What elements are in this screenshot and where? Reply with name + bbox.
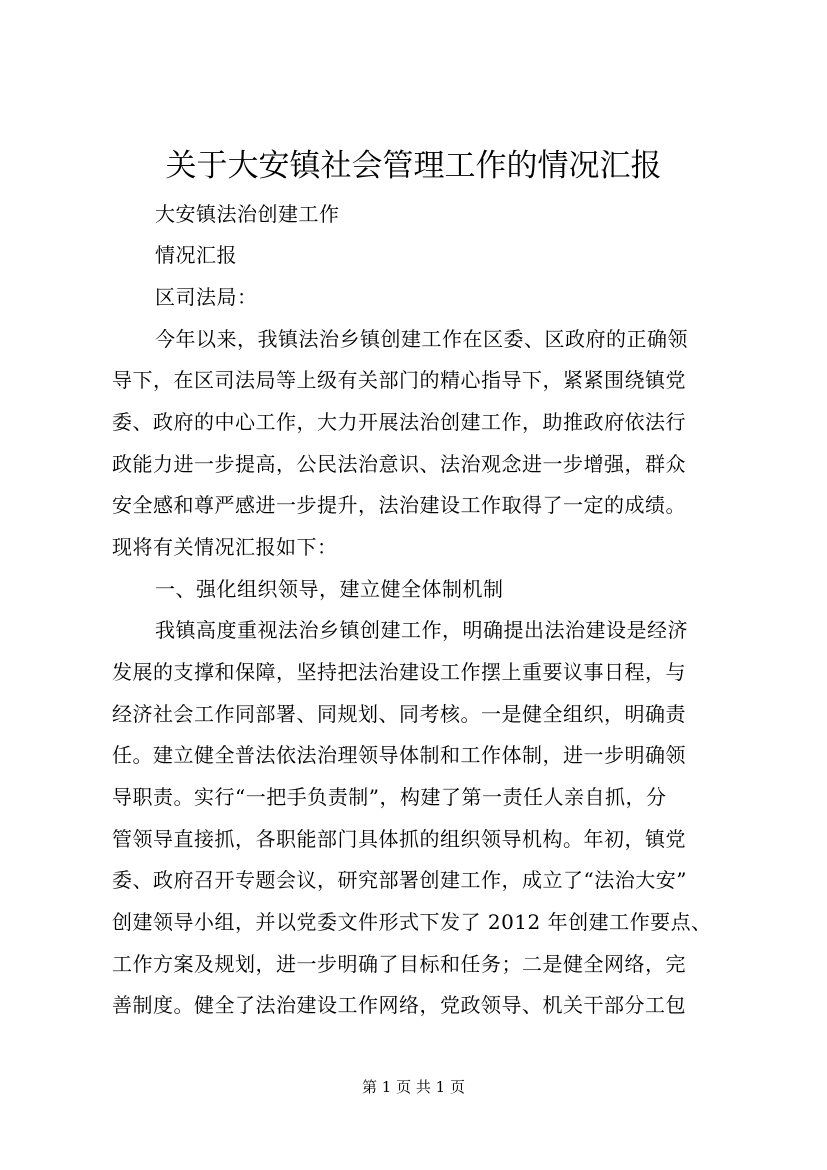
paragraph-line: 政能力进一步提高，公民法治意识、法治观念进一步增强，群众 (112, 452, 686, 476)
paragraph-line: 善制度。健全了法治建设工作网络，党政领导、机关干部分工包 (112, 993, 686, 1017)
paragraph-line: 现将有关情况汇报如下： (112, 535, 338, 559)
paragraph-line: 安全感和尊严感进一步提升，法治建设工作取得了一定的成绩。 (112, 493, 686, 517)
paragraph-line: 委、政府召开专题会议，研究部署创建工作，成立了“法治大安” (112, 868, 687, 892)
paragraph-line: 导下，在区司法局等上级有关部门的精心指导下，紧紧围绕镇党 (112, 368, 686, 392)
salutation-line: 区司法局： (155, 285, 258, 309)
paragraph-line: 工作方案及规划，进一步明确了目标和任务；二是健全网络，完 (112, 952, 686, 976)
subtitle-line: 大安镇法治创建工作 (155, 202, 340, 226)
section-heading: 一、强化组织领导，建立健全体制机制 (155, 577, 504, 601)
page-footer: 第 1 页 共 1 页 (362, 1078, 465, 1096)
paragraph-line: 今年以来，我镇法治乡镇创建工作在区委、区政府的正确领 (155, 327, 688, 351)
paragraph-line: 我镇高度重视法治乡镇创建工作，明确提出法治建设是经济 (155, 618, 688, 642)
paragraph-line: 经济社会工作同部署、同规划、同考核。一是健全组织，明确责 (112, 702, 686, 726)
document-title: 关于大安镇社会管理工作的情况汇报 (165, 148, 662, 184)
paragraph-line: 委、政府的中心工作，大力开展法治创建工作，助推政府依法行 (112, 410, 686, 434)
paragraph-line: 发展的支撑和保障，坚持把法治建设工作摆上重要议事日程，与 (112, 660, 686, 684)
paragraph-line: 导职责。实行“一把手负责制”，构建了第一责任人亲自抓，分 (112, 785, 667, 809)
paragraph-line: 创建领导小组，并以党委文件形式下发了 2012 年创建工作要点、 (112, 910, 712, 934)
paragraph-line: 任。建立健全普法依法治理领导体制和工作体制，进一步明确领 (112, 743, 686, 767)
paragraph-line: 管领导直接抓，各职能部门具体抓的组织领导机构。年初，镇党 (112, 827, 686, 851)
subtitle-line: 情况汇报 (155, 243, 237, 267)
